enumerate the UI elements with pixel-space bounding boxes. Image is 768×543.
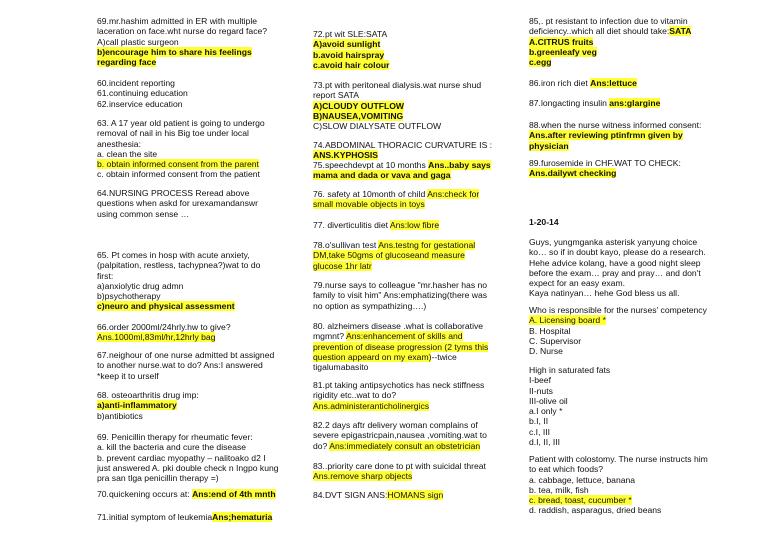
highlighted-answer: b.avoid hairspray: [313, 49, 385, 60]
text-line: [97, 260, 285, 270]
line-text: questions when askd for urexamandanswr: [97, 198, 258, 209]
question-block: [529, 365, 719, 447]
text-line: [97, 250, 285, 260]
line-text: c. obtain informed consent from the patient: [97, 169, 260, 180]
line-text: 62.inservice education: [97, 98, 183, 109]
question-block: [97, 432, 285, 483]
highlighted-answer: c)neuro and physical assessment: [97, 301, 235, 312]
line-text: pra san tlga penicillin therapy =): [97, 473, 219, 484]
text-line: [97, 209, 285, 219]
text-line: [313, 471, 503, 481]
line-text: *keep it to urself: [97, 370, 159, 381]
text-line: [97, 489, 285, 499]
text-line: [529, 485, 719, 495]
text-line: [97, 99, 285, 109]
highlighted-answer: Ans.after reviewing ptinfrmn given by: [529, 130, 683, 141]
line-text: High in saturated fats: [529, 365, 611, 375]
text-line: [97, 57, 285, 67]
line-text: 89.furosemide in CHF.WAT TO CHECK:: [529, 158, 681, 168]
highlighted-answer: Ans.remove sharp objects: [313, 471, 413, 482]
line-text: 65. Pt comes in hosp with acute anxiety,: [97, 250, 250, 260]
text-line: [529, 336, 719, 346]
highlighted-answer: Ans:check for: [427, 189, 480, 199]
text-line: [529, 16, 719, 26]
text-line: [313, 490, 503, 500]
highlighted-answer: Ans..baby says: [428, 160, 491, 170]
text-line: [529, 120, 719, 130]
question-block: [97, 118, 285, 180]
line-text: 76. safety at 10month of child: [313, 189, 428, 199]
line-text: 77. diverticulitis diet: [313, 220, 390, 230]
text-line: [529, 278, 719, 288]
line-text: 66.order 2000ml/24hrly.hw to give?: [97, 322, 231, 332]
highlighted-answer: prevention of disease progression (2 tyms this: [313, 341, 489, 352]
question-block: [529, 120, 719, 151]
highlighted-answer: b)encourage him to share his feelings: [97, 46, 252, 57]
highlighted-answer: B)NAUSEA,VOMITING: [313, 110, 404, 121]
text-line: [529, 365, 719, 375]
text-line: [529, 437, 719, 447]
line-text: ko… so if in doubt kayo, please do a research.: [529, 247, 706, 258]
text-line: [313, 441, 503, 451]
question-block: [529, 98, 719, 108]
text-line: [97, 139, 285, 149]
text-line: [529, 141, 719, 151]
line-text: severe epigastricpain,nausea ,vomiting.wat to: [313, 430, 487, 441]
line-text: 86.iron rich diet: [529, 78, 591, 88]
text-line: [313, 90, 503, 100]
highlighted-answer: Ans:lettuce: [590, 78, 637, 88]
text-line: [97, 411, 285, 421]
highlighted-answer: mama and dada or vava and gaga: [313, 170, 451, 181]
question-block: [313, 420, 503, 451]
text-line: [313, 331, 503, 341]
question-block: [529, 158, 719, 179]
line-text: a)anxiolytic drug admn: [97, 280, 184, 291]
line-text: 69.mr.hashim admitted in ER with multiple: [97, 16, 258, 26]
line-text: 71.initial symptom of leukemia: [97, 512, 213, 522]
text-line: [313, 240, 503, 250]
question-block: [313, 490, 503, 500]
text-line: [313, 101, 503, 111]
question-block: [313, 321, 503, 372]
text-line: [313, 189, 503, 199]
question-block: [97, 489, 285, 499]
text-line: [97, 271, 285, 281]
line-text: c.I, III: [529, 426, 551, 437]
text-line: [97, 26, 285, 36]
question-block: [529, 237, 719, 299]
line-text: 69. Penicillin therapy for rheumatic fever:: [97, 432, 253, 442]
line-text: expect for an easy exam.: [529, 278, 626, 289]
highlighted-answer: glucose 1hr latr: [313, 260, 372, 271]
text-line: [97, 291, 285, 301]
highlighted-answer: c.egg: [529, 57, 552, 68]
text-line: [313, 290, 503, 300]
line-text: rigidity etc..wat to do?: [313, 390, 397, 401]
text-line: [529, 416, 719, 426]
line-text: just answered A. pki double check n Ingpo kung: [97, 462, 279, 473]
text-line: [97, 149, 285, 159]
line-text: b. tea, milk, fish: [529, 484, 589, 495]
line-text: III-olive oil: [529, 395, 568, 406]
line-text: b. prevent cardiac myopathy – nalitoako d2 I: [97, 452, 266, 463]
text-line: [313, 390, 503, 400]
text-line: [97, 78, 285, 88]
text-line: [313, 380, 503, 390]
text-line: [529, 406, 719, 416]
text-line: [313, 250, 503, 260]
text-line: [529, 258, 719, 268]
question-block: [97, 512, 285, 522]
text-line: [313, 160, 503, 170]
text-line: [97, 453, 285, 463]
text-line: [313, 430, 503, 440]
question-block: [97, 16, 285, 67]
text-line: [97, 169, 285, 179]
line-text: to eat which foods?: [529, 464, 604, 475]
highlighted-answer: SATA: [669, 26, 692, 37]
text-line: [313, 39, 503, 49]
text-line: [97, 442, 285, 452]
text-line: [313, 401, 503, 411]
highlighted-answer: Ans:enhancement of skills and: [345, 331, 463, 342]
line-text: Guys, yungmganka asterisk yanyung choice: [529, 237, 698, 247]
line-text: 79.nurse says to colleague "mr.hasher has no: [313, 280, 488, 290]
text-line: [529, 375, 719, 385]
highlighted-answer: regarding face: [97, 57, 157, 68]
question-block: [529, 454, 719, 516]
line-text: first:: [97, 270, 114, 281]
text-line: [313, 420, 503, 430]
text-line: [313, 280, 503, 290]
question-block: [313, 80, 503, 131]
question-block: [313, 220, 503, 230]
line-text: to another nurse.wat to do? Ans:I answered: [97, 360, 263, 371]
line-text: report SATA: [313, 90, 360, 101]
text-line: [313, 50, 503, 60]
line-text: Kaya natinyan… hehe God bless us all.: [529, 288, 680, 299]
line-text: tigalumabasito: [313, 362, 369, 373]
question-block: [529, 78, 719, 88]
line-text: using common sense …: [97, 208, 190, 219]
line-text: 75.speechdevpt at 10 months: [313, 160, 429, 170]
text-line: [97, 473, 285, 483]
line-text: D. Nurse: [529, 346, 563, 357]
question-block: [97, 322, 285, 343]
text-line: [97, 371, 285, 381]
question-block: [313, 461, 503, 482]
line-text: 73.pt with peritoneal dialysis.wat nurse shud: [313, 80, 482, 90]
line-text: 81.pt taking antipsychotics has neck stiffness: [313, 380, 485, 390]
line-text: a. clean the site: [97, 148, 158, 159]
line-text: 68. osteoarthritis drug imp:: [97, 390, 199, 400]
line-text: B. Hospital: [529, 325, 571, 336]
text-line: [313, 261, 503, 271]
text-line: [529, 315, 719, 325]
text-line: [529, 505, 719, 515]
text-line: [529, 37, 719, 47]
highlighted-answer: question appeard on my exam): [313, 351, 432, 362]
text-line: [97, 390, 285, 400]
highlighted-answer: physician: [529, 140, 569, 151]
line-text: d.I, II, III: [529, 437, 561, 448]
text-line: [97, 118, 285, 128]
highlighted-answer: A.CITRUS fruits: [529, 36, 594, 47]
text-line: [529, 268, 719, 278]
text-line: [313, 199, 503, 209]
line-text: laceration on face.wht nurse do regard face?: [97, 26, 268, 37]
text-line: [529, 427, 719, 437]
text-line: [97, 198, 285, 208]
question-block: [313, 280, 503, 311]
question-block: [529, 16, 719, 67]
text-line: [529, 130, 719, 140]
text-line: [97, 400, 285, 410]
line-text: (palpitation, restless, tachypnea?)wat to do: [97, 260, 261, 271]
line-text: no option as sympathizing….): [313, 300, 427, 311]
highlighted-answer: Ans;hematuria: [212, 512, 273, 522]
highlighted-answer: HOMANS sign: [387, 490, 444, 500]
text-line: [97, 360, 285, 370]
text-line: [313, 140, 503, 150]
highlighted-answer: Ans:low fibre: [389, 220, 440, 230]
question-block: [97, 250, 285, 312]
text-line: [313, 362, 503, 372]
text-line: [529, 386, 719, 396]
text-line: [97, 350, 285, 360]
line-text: 72.pt wit SLE:SATA: [313, 29, 388, 39]
text-line: [313, 29, 503, 39]
text-line: [529, 78, 719, 88]
text-line: [529, 495, 719, 505]
question-block: [313, 29, 503, 70]
question-block: [313, 380, 503, 411]
line-text: 88.when the nurse witness informed consent:: [529, 120, 702, 130]
text-line: [529, 464, 719, 474]
line-text: mgmnt?: [313, 331, 346, 342]
line-text: II-nuts: [529, 385, 553, 396]
line-text: C. Supervisor: [529, 335, 582, 346]
highlighted-answer: Ans.administeranticholinergics: [313, 400, 430, 411]
text-line: [313, 111, 503, 121]
question-block: [313, 240, 503, 271]
line-text: 61.continuing education: [97, 88, 188, 99]
text-line: [313, 60, 503, 70]
question-block: [313, 160, 503, 181]
highlighted-answer: b.greenleafy veg: [529, 46, 597, 57]
line-text: family to visit him" Ans:emphatizing(there was: [313, 290, 488, 301]
text-line: [313, 170, 503, 180]
line-text: Patient with colostomy. The nurse instructs him: [529, 454, 708, 464]
line-text: 67.neighour of one nurse admitted bt assigned: [97, 350, 275, 360]
text-line: [529, 288, 719, 298]
line-text: 78.o'sullivan test: [313, 240, 379, 250]
line-text: a.I only *: [529, 406, 563, 417]
highlighted-answer: A)CLOUDY OUTFLOW: [313, 100, 405, 111]
highlighted-answer: ans:glargine: [609, 98, 661, 108]
question-block: [97, 78, 285, 109]
highlighted-answer: small movable objects in toys: [313, 199, 425, 210]
text-line: [97, 188, 285, 198]
line-text: 74.ABDOMINAL THORACIC CURVATURE IS :: [313, 140, 493, 150]
text-line: [529, 305, 719, 315]
question-block: [97, 188, 285, 219]
text-line: [529, 237, 719, 247]
question-block: [313, 189, 503, 210]
text-line: [529, 475, 719, 485]
text-line: [97, 281, 285, 291]
line-text: Who is responsible for the nurses' competency: [529, 305, 707, 315]
text-line: [97, 37, 285, 47]
text-line: [529, 326, 719, 336]
line-text: b)psychotherapy: [97, 291, 161, 302]
highlighted-answer: A. Licensing board *: [529, 315, 606, 326]
text-line: [529, 168, 719, 178]
line-text: I-beef: [529, 375, 551, 386]
highlighted-answer: Ans.1000ml,83ml/hr,12hrly bag: [97, 332, 216, 343]
text-line: [313, 220, 503, 230]
text-line: [529, 158, 719, 168]
line-text: do?: [313, 440, 330, 451]
highlighted-answer: c. bread, toast, cucumber *: [529, 495, 632, 506]
text-line: [529, 346, 719, 356]
highlighted-answer: c.avoid hair colour: [313, 59, 390, 70]
highlighted-answer: A)avoid sunlight: [313, 39, 381, 50]
line-text: 87.longacting insulin: [529, 98, 610, 108]
line-text: a. kill the bacteria and cure the disease: [97, 442, 247, 453]
question-block: [529, 305, 719, 356]
line-text: 1-20-14: [529, 217, 559, 227]
line-text: --twice: [431, 351, 457, 362]
text-line: [529, 26, 719, 36]
line-text: 63. A 17 year old patient is going to undergo: [97, 118, 265, 128]
highlighted-answer: Ans:immediately consult an obstetrician: [329, 440, 481, 451]
question-block: [313, 140, 503, 161]
question-block: [529, 217, 719, 227]
text-line: [313, 80, 503, 90]
text-line: [97, 301, 285, 311]
line-text: before the exam… pray and pray… and don't: [529, 267, 701, 278]
line-text: 82.2 days aftr delivery woman complains of: [313, 420, 478, 430]
line-text: 80. alzheimers disease .what is collaborative: [313, 321, 484, 331]
text-line: [97, 128, 285, 138]
line-text: 84.DVT SIGN ANS:: [313, 490, 388, 500]
text-line: [313, 301, 503, 311]
text-line: [97, 88, 285, 98]
text-line: [97, 47, 285, 57]
line-text: deficiency..which all diet should take:: [529, 26, 670, 37]
text-line: [313, 121, 503, 131]
text-line: [313, 342, 503, 352]
highlighted-answer: a)anti-inflammatory: [97, 400, 177, 411]
text-line: [529, 57, 719, 67]
text-line: [97, 16, 285, 26]
highlighted-answer: b. obtain informed consent from the parent: [97, 159, 259, 170]
line-text: b.I, II: [529, 416, 549, 427]
line-text: 83..priority care done to pt with suicidal threat: [313, 461, 486, 471]
highlighted-answer: Ans:end of 4th mnth: [192, 489, 276, 499]
line-text: 64.NURSING PROCESS Reread above: [97, 188, 250, 198]
line-text: C)SLOW DIALYSATE OUTFLOW: [313, 121, 442, 132]
question-block: [97, 350, 285, 381]
text-line: [529, 217, 719, 227]
highlighted-answer: Ans.dailywt checking: [529, 168, 617, 179]
line-text: 60.incident reporting: [97, 78, 175, 88]
text-line: [529, 47, 719, 57]
line-text: d. raddish, asparagus, dried beans: [529, 505, 662, 516]
text-line: [529, 454, 719, 464]
line-text: anesthesia:: [97, 138, 141, 149]
text-line: [97, 432, 285, 442]
text-line: [313, 461, 503, 471]
text-line: [313, 321, 503, 331]
highlighted-answer: Ans.testng for gestational: [378, 240, 476, 250]
text-line: [97, 159, 285, 169]
highlighted-answer: ANS.KYPHOSIS: [313, 150, 378, 161]
text-line: [97, 512, 285, 522]
line-text: 85,. pt resistant to infection due to vitamin: [529, 16, 688, 26]
text-line: [529, 396, 719, 406]
text-line: [529, 98, 719, 108]
text-line: [97, 322, 285, 332]
line-text: Hehe advice kolang, have a good night sleep: [529, 257, 701, 268]
text-line: [97, 332, 285, 342]
line-text: a. cabbage, lettuce, banana: [529, 474, 636, 485]
text-line: [313, 352, 503, 362]
question-block: [97, 390, 285, 421]
line-text: A)call plastic surgeon: [97, 36, 179, 47]
line-text: b)antibiotics: [97, 410, 143, 421]
line-text: removal of nail in his Big toe under local: [97, 128, 249, 139]
line-text: 70.quickening occurs at:: [97, 489, 193, 499]
highlighted-answer: DM,take 50gms of glucoseand measure: [313, 250, 465, 261]
text-line: [529, 247, 719, 257]
text-line: [97, 463, 285, 473]
